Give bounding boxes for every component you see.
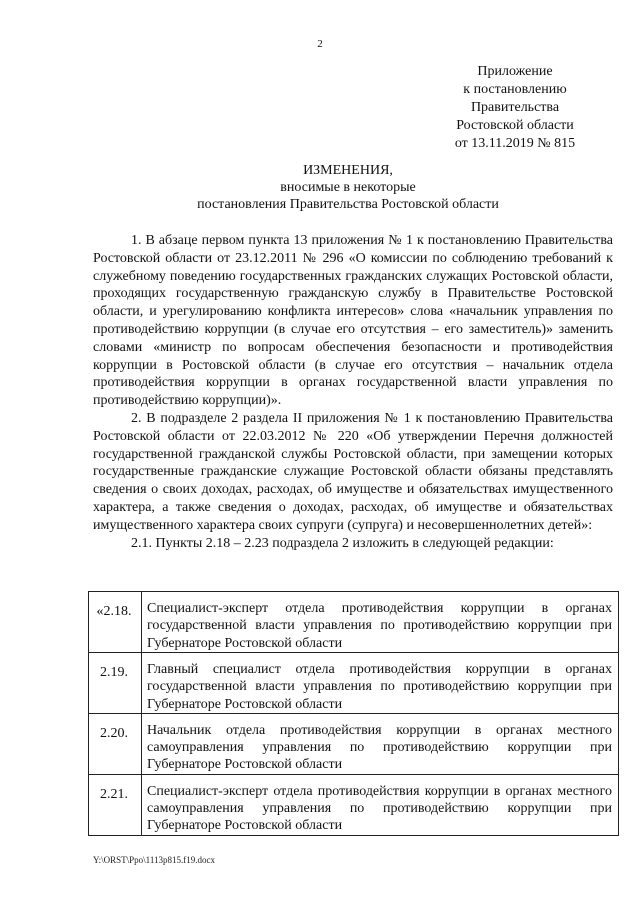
page-number: 2 [317,38,323,50]
appendix-header [440,63,590,153]
item-number: 2.21. [89,774,142,835]
table-row [89,592,619,653]
paragraph-2-1: 2.1. Пункты 2.18 – 2.23 подраздела 2 изложить в следующей редакции: [131,535,554,551]
paragraph-1: 1. В абзаце первом пункта 13 приложения № 1 к постановлению Правительства Ростовской области от 23.12.2011 № 296 «О комиссии по соблюдению требований к служебному поведению государственных гражданских служащих Ростовской области, проходящих государственную гражданскую службу в Правительстве Ростовской области, и урегулированию конфликта интересов» слова «начальник управления по противодействию коррупции (в случае его отсутствия – его заместитель)» заменить словами «министр по вопросам обеспечения безопасности и противодействия коррупции в Ростовской области (в случае его отсутствия – начальник отдела противодействия коррупции в органах государственной власти управления по противодействию коррупции)». [93,233,613,409]
appendix-line: Приложение [477,64,553,79]
title-subline: постановления Правительства Ростовской области [197,197,499,212]
table-row [89,713,619,774]
appendix-date-line: от 13.11.2019 № 815 [454,136,576,151]
title-heading: ИЗМЕНЕНИЯ, [303,163,393,178]
footer-file-path: Y:\ORST\Ppo\1113p815.f19.docx [93,855,216,865]
item-description: Главный специалист отдела противодействия коррупции в органах государственной власти управления по противодействию коррупции при Губернаторе Ростовской области [142,653,619,714]
appendix-line: к постановлению [463,82,567,97]
table-row [89,774,619,835]
item-number: 2.19. [89,653,142,714]
paragraph-2: 2. В подразделе 2 раздела II приложения № 1 к постановлению Правительства Ростовской области от 22.03.2012 № 220 «Об утверждении Перечня должностей государственной гражданской службы Ростовской области, при замещении которых государственные гражданские служащие Ростовской области обязаны представлять сведения о своих доходах, расходах, об имуществе и обязательствах имущественного характера, а также сведения о доходах, расходах, об имуществе и обязательствах имущественного характера своих супруги (супруга) и несовершеннолетних детей»: [93,410,613,533]
amendments-table [88,591,619,836]
item-description: Начальник отдела противодействия коррупции в органах местного самоуправления управления по противодействию коррупции при Губернаторе Ростовской области [142,713,619,774]
appendix-line: Ростовской области [456,118,574,133]
item-description: Специалист-эксперт отдела противодействия коррупции в органах местного самоуправления управления по противодействию коррупции при Губернаторе Ростовской области [142,774,619,835]
appendix-line: Правительства [470,100,560,115]
document-body [93,232,613,552]
table-row [89,653,619,714]
item-description: Специалист-эксперт отдела противодействия коррупции в органах государственной власти управления по противодействию коррупции при Губернаторе Ростовской области [142,592,619,653]
document-title [88,162,608,213]
item-number: 2.20. [89,713,142,774]
item-number: «2.18. [89,592,142,653]
title-subline: вносимые в некоторые [280,180,416,195]
